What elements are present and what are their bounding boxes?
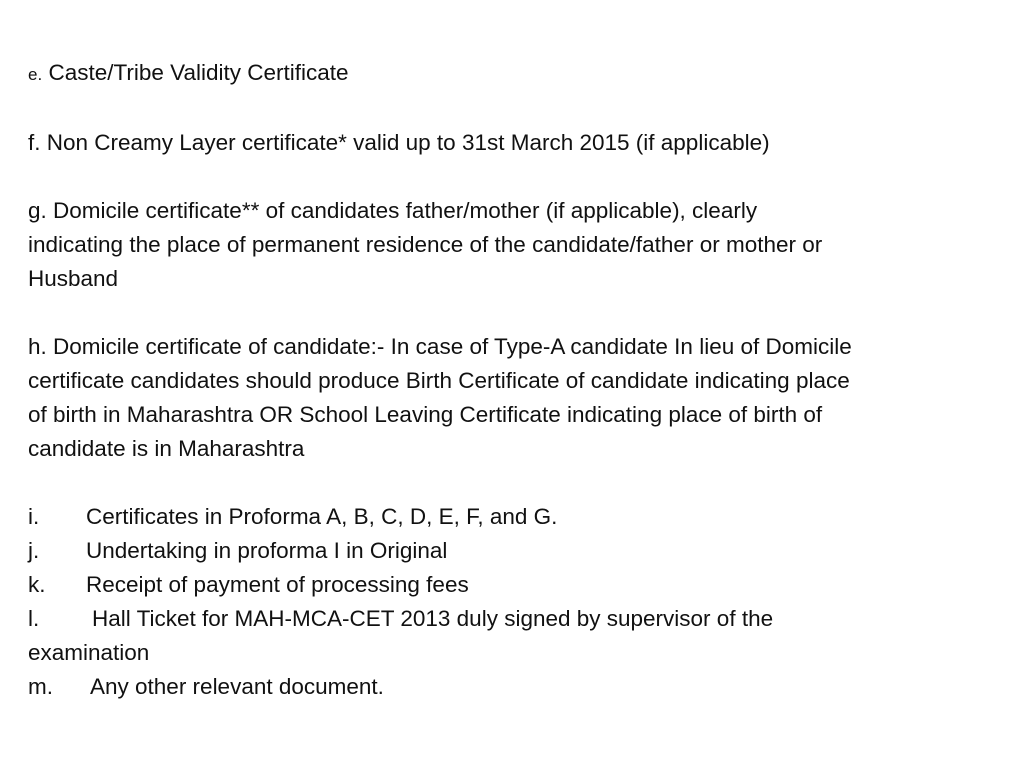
list-item-j: [28, 534, 1003, 568]
list-item-text: Any other relevant document.: [90, 674, 384, 699]
item-h-line: of birth in Maharashtra OR School Leaving Certificate indicating place of birth of: [28, 402, 823, 427]
spacer: [28, 160, 1003, 194]
list-marker: m.: [28, 674, 53, 699]
item-e-marker: e.: [28, 65, 43, 84]
list-item-i: [28, 500, 1003, 534]
spacer: [28, 296, 1003, 330]
spacer: [28, 466, 1003, 500]
item-e: [28, 56, 1003, 92]
list-item-l-continuation: examination: [28, 640, 150, 665]
item-g-line: g. Domicile certificate** of candidates father/mother (if applicable), clearly: [28, 198, 758, 223]
list-marker: k.: [28, 572, 46, 597]
item-e-text: Caste/Tribe Validity Certificate: [48, 60, 349, 85]
item-g-line: Husband: [28, 266, 119, 291]
item-g-line: indicating the place of permanent residence of the candidate/father or mother or: [28, 232, 823, 257]
list-item-text: Hall Ticket for MAH-MCA-CET 2013 duly signed by supervisor of the: [92, 606, 774, 631]
list-item-text: Undertaking in proforma I in Original: [86, 538, 448, 563]
item-g: [28, 194, 1003, 296]
list-marker: l.: [28, 606, 40, 631]
list-item-l: [28, 602, 1003, 636]
document-content: [28, 56, 1003, 704]
item-h: [28, 330, 1003, 466]
spacer: [28, 92, 1003, 126]
list-item-k: [28, 568, 1003, 602]
item-h-line: h. Domicile certificate of candidate:- In case of Type-A candidate In lieu of Domicile: [28, 334, 852, 359]
list-marker: j.: [28, 538, 40, 563]
item-h-line: candidate is in Maharashtra: [28, 436, 305, 461]
list-item-text: Certificates in Proforma A, B, C, D, E, F, and G.: [86, 504, 558, 529]
list-item-m: [28, 670, 1003, 704]
list-marker: i.: [28, 504, 40, 529]
list-item-text: Receipt of payment of processing fees: [86, 572, 469, 597]
enumerated-list: [28, 500, 1003, 704]
item-h-line: certificate candidates should produce Birth Certificate of candidate indicating place: [28, 368, 850, 393]
item-f: f. Non Creamy Layer certificate* valid up to 31st March 2015 (if applicable): [28, 130, 770, 155]
